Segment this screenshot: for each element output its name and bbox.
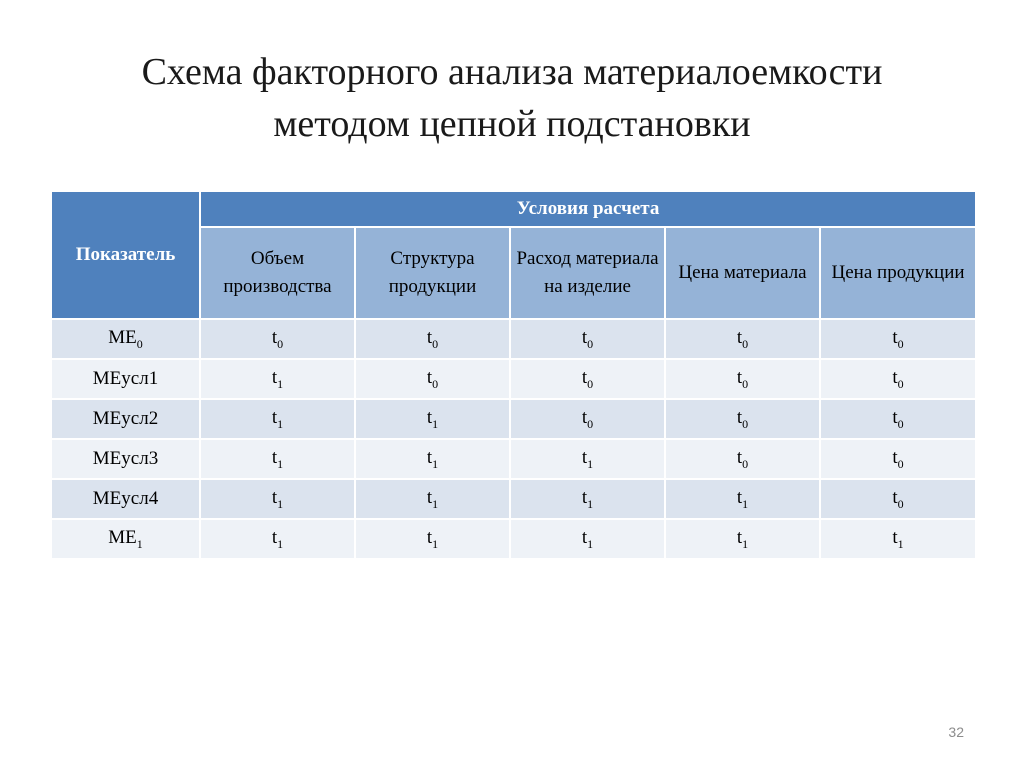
row-label: [51, 479, 200, 519]
cell-subscript: 0: [742, 456, 749, 471]
table-cell: [820, 519, 976, 559]
cell-subscript: 0: [587, 376, 594, 391]
cell-symbol: t: [581, 526, 588, 548]
cell-subscript: 0: [897, 456, 904, 471]
cell-symbol: t: [892, 486, 898, 508]
row-label: [51, 439, 200, 479]
cell-subscript: 0: [742, 416, 749, 431]
cell-symbol: t: [581, 446, 588, 468]
cell-symbol: t: [581, 366, 588, 388]
cell-subscript: 1: [277, 416, 284, 431]
cell-subscript: 0: [897, 416, 904, 431]
cell-symbol: t: [271, 526, 278, 548]
table-cell: [510, 399, 665, 439]
header-indicator: Показатель: [51, 191, 200, 319]
row-label-text: ME: [108, 526, 137, 548]
cell-symbol: t: [271, 366, 278, 388]
cell-subscript: 1: [742, 536, 749, 551]
subheader-product-price: Цена продукции: [820, 227, 976, 319]
cell-symbol: t: [426, 486, 433, 508]
cell-symbol: t: [426, 446, 433, 468]
table-body: [51, 319, 976, 559]
table-cell: [355, 479, 510, 519]
cell-symbol: t: [426, 366, 433, 388]
cell-symbol: t: [426, 526, 433, 548]
table-cell: [665, 359, 820, 399]
table-cell: [200, 479, 355, 519]
table-cell: [200, 319, 355, 359]
cell-symbol: t: [736, 446, 743, 468]
table-cell: [820, 479, 976, 519]
table-row: [51, 319, 976, 359]
table-cell: [820, 399, 976, 439]
cell-subscript: 1: [432, 416, 439, 431]
cell-subscript: 1: [277, 456, 284, 471]
subheader-consumption: Расход материала на изделие: [510, 227, 665, 319]
cell-symbol: t: [892, 526, 898, 548]
subheader-volume: Объем производства: [200, 227, 355, 319]
cell-subscript: 1: [277, 496, 284, 511]
subheader-structure: Структура продукции: [355, 227, 510, 319]
cell-symbol: t: [892, 366, 898, 388]
cell-symbol: t: [271, 446, 278, 468]
cell-symbol: t: [581, 326, 588, 348]
table-row: [51, 359, 976, 399]
table-cell: [665, 439, 820, 479]
table-cell: [200, 399, 355, 439]
cell-symbol: t: [426, 326, 433, 348]
row-label-text: MEусл3: [92, 448, 159, 469]
page-number: 32: [948, 724, 964, 740]
row-label-subscript: 1: [136, 536, 143, 551]
cell-subscript: 1: [587, 496, 594, 511]
cell-subscript: 0: [897, 496, 904, 511]
subheader-material-price: Цена материала: [665, 227, 820, 319]
row-label: [51, 399, 200, 439]
table-cell: [355, 519, 510, 559]
cell-subscript: 0: [897, 336, 904, 351]
table-cell: [200, 439, 355, 479]
table-cell: [665, 519, 820, 559]
cell-subscript: 1: [277, 376, 284, 391]
cell-subscript: 0: [432, 376, 439, 391]
row-label-text: ME: [108, 326, 137, 348]
cell-symbol: t: [892, 326, 898, 348]
table-cell: [820, 439, 976, 479]
table-cell: [200, 359, 355, 399]
table-cell: [665, 319, 820, 359]
title-line-2: методом цепной подстановки: [273, 103, 751, 145]
table-cell: [510, 319, 665, 359]
table-row: [51, 479, 976, 519]
row-label: [51, 519, 200, 559]
cell-symbol: t: [271, 486, 278, 508]
cell-subscript: 0: [897, 376, 904, 391]
row-label: [51, 359, 200, 399]
row-label-text: MEусл1: [92, 368, 159, 389]
slide-title: [0, 46, 1024, 150]
cell-subscript: 0: [587, 336, 594, 351]
cell-symbol: t: [892, 406, 898, 428]
cell-symbol: t: [736, 366, 743, 388]
table-cell: [665, 399, 820, 439]
row-label-text: MEусл2: [92, 408, 159, 429]
cell-subscript: 0: [277, 336, 284, 351]
table-row: [51, 399, 976, 439]
cell-subscript: 1: [897, 536, 904, 551]
table-cell: [355, 399, 510, 439]
header-conditions: Условия расчета: [200, 191, 976, 227]
table-cell: [510, 519, 665, 559]
table-cell: [200, 519, 355, 559]
cell-symbol: t: [736, 326, 743, 348]
table-cell: [820, 319, 976, 359]
cell-subscript: 1: [587, 536, 594, 551]
cell-symbol: t: [892, 446, 898, 468]
cell-symbol: t: [581, 406, 588, 428]
row-label: [51, 319, 200, 359]
cell-subscript: 1: [587, 456, 594, 471]
table-row: [51, 439, 976, 479]
cell-subscript: 0: [742, 336, 749, 351]
cell-symbol: t: [736, 406, 743, 428]
cell-symbol: t: [736, 526, 743, 548]
table-cell: [510, 439, 665, 479]
table-row: [51, 519, 976, 559]
cell-symbol: t: [736, 486, 743, 508]
cell-subscript: 1: [277, 536, 284, 551]
table-cell: [355, 359, 510, 399]
cell-subscript: 1: [432, 496, 439, 511]
table-cell: [355, 319, 510, 359]
cell-subscript: 0: [742, 376, 749, 391]
table-cell: [820, 359, 976, 399]
cell-subscript: 0: [432, 336, 439, 351]
cell-symbol: t: [271, 326, 278, 348]
cell-subscript: 1: [742, 496, 749, 511]
cell-subscript: 1: [432, 456, 439, 471]
cell-subscript: 1: [432, 536, 439, 551]
table-cell: [355, 439, 510, 479]
cell-symbol: t: [271, 406, 278, 428]
cell-subscript: 0: [587, 416, 594, 431]
table-cell: [510, 359, 665, 399]
cell-symbol: t: [426, 406, 433, 428]
row-label-text: MEусл4: [92, 488, 159, 509]
factor-analysis-table: [50, 190, 977, 560]
title-line-1: Схема факторного анализа материалоемкости: [141, 51, 883, 93]
table-cell: [510, 479, 665, 519]
cell-symbol: t: [581, 486, 588, 508]
row-label-subscript: 0: [136, 336, 143, 351]
table-cell: [665, 479, 820, 519]
